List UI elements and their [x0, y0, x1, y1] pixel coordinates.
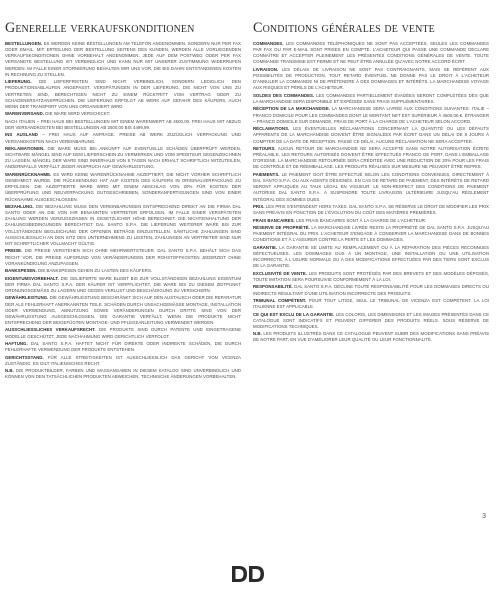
french-terms-paragraph — [253, 106, 489, 124]
french-terms-paragraph — [253, 146, 489, 171]
german-terms-paragraph — [5, 355, 241, 367]
german-terms-paragraph-text: DAL SANTO S.P.A. HAFTET NICHT FÜR DIREKTE ODER INDIREKTE SCHÄDEN, DIE DURCH FEHLERHAFTE VERWENDUNG DER PRODUKTE ENTSTEHEN. — [5, 341, 241, 353]
french-terms-paragraph-heading: RÉCEPTION DE LA MARCHANDISE. — [253, 106, 330, 112]
french-terms-paragraph — [253, 218, 489, 224]
french-terms-paragraph — [253, 126, 489, 144]
french-terms-paragraph-heading: GARANTIE. — [253, 244, 278, 250]
french-terms-paragraph-text: LA MARCHANDISE LIVRÉE RESTE LA PROPRIÉTÉ DE DAL SANTO S.P.A. JUSQU'AU PAIEMENT INTÉGRAL DU PRIX. L'ACHETEUR S'ENGAGE À CONSERVER LA MARCHANDISE DANS DE BONNES CONDITIONS ET À L'ASSURER CONTRE LA PERTE ET LES DOMMAGES. — [253, 225, 489, 243]
french-terms-paragraph — [253, 271, 489, 283]
german-terms-title: Generelle verkaufskonditionen — [5, 20, 195, 36]
german-terms-paragraph-heading: WARENRÜCKNAHME. — [5, 171, 52, 177]
french-terms-paragraph-text: LES COLORIS, LES DIMENSIONS ET LES IMAGES PRÉSENTÉS DANS CE CATALOGUE SONT INDICATIFS ET PEUVENT DIFFÉRER DES PRODUITS RÉELS. SOUS RÉSERVE DE MODIFICATIONS TECHNIQUES. — [253, 311, 489, 329]
german-terms-paragraph-text: DIE PREISE VERSTEHEN SICH OHNE MEHRWERTSTEUER. DAL SANTO S.P.A. BEHÄLT SICH DAS RECHT VOR, DIE PREISE AUFGRUND VON VERÄNDERUNGEN DER ROHSTOFFKOSTEN JEDERZEIT OHNE VORANKÜNDIGUNG ANZUPASSEN. — [5, 248, 241, 266]
german-terms-paragraph-heading: WARENVERSAND. — [5, 111, 45, 117]
german-terms-paragraph — [5, 79, 241, 110]
german-terms-paragraph-heading: REKLAMATIONEN. — [5, 145, 45, 151]
french-terms-paragraph-heading: PRIX. — [253, 203, 265, 209]
french-terms-paragraph — [253, 225, 489, 243]
french-terms-paragraph-text: LES PRODUITS SONT PROTÉGÉS PAR DES BREVETS ET DES MODÈLES DÉPOSÉS, TOUTE IMITATION SERA POURSUIVIE CONFORMÉMENT À LA LOI. — [253, 270, 489, 282]
german-terms-paragraph — [5, 132, 241, 144]
german-terms-paragraph-text: NACH ITALIEN – FREI HAUS BEI BESTELLUNGEN MIT EINEM WARENWERT AB 4500,00. FREI HAUS MIT ABZUG DER VERSANDKOSTEN BEI BESTELLUNGEN AB 2500,00 BIS 4499,99. — [5, 118, 241, 130]
german-terms-paragraph — [5, 146, 241, 171]
french-terms-paragraph-heading: SOLDES DES COMMANDES. — [253, 92, 315, 98]
german-terms-paragraph-text: DIE GEWÄHRLEISTUNG BESCHRÄNKT SICH AUF DEN AUSTAUSCH ODER DIE REPARATUR DER ALS FEHLERHAFT ANERKANNTEN TEILE. SCHÄDEN DURCH UNSACHGEMÄSSE MONTAGE, INSTALLATION ODER VERWENDUNG, ABNUTZUNG SOWIE VERÄNDERUNGEN DURCH DRITTE SIND VON DER GEWÄHRLEISTUNG AUSGESCHLOSSEN. DIE GARANTIE VERFÄLLT, WENN DIE PRODUKTE NICHT ENTSPRECHEND DER BEIGEFÜGTEN MONTAGE- UND PFLEGEANLEITUNG VERWENDET WERDEN. — [5, 295, 241, 325]
french-terms-body — [253, 41, 489, 344]
german-terms-paragraph — [5, 111, 241, 117]
french-terms-paragraph-text: AUCUN RETOUR DE MARCHANDISE NE SERA ACCEPTÉ SANS NOTRE AUTORISATION ÉCRITE PRÉALABLE. LES RETOURS AUTORISÉS DOIVENT ÊTRE EFFECTUÉS FRANCO DE PORT, DANS L'EMBALLAGE D'ORIGINE. LA MARCHANDISE RETOURNÉE SERA CRÉDITÉE AVEC UNE RÉDUCTION DE 20% POUR LES FRAIS DE CONTRÔLE ET DE RÉEMBALLAGE. LES PRODUITS RÉALISÉS SUR MESURE NE PEUVENT ÊTRE REPRIS. — [253, 145, 489, 170]
french-terms-paragraph-text: LES DÉLAIS DE LIVRAISON NE SONT PAS CONTRAIGNANTS, MAIS SE RÉFÈRENT AUX POSSIBILITÉS DE PRODUCTION. TOUT RETARD ÉVENTUEL NE DONNE PAS LE DROIT À L'ACHETEUR D'ANNULER LA COMMANDE NI DE PRÉTENDRE À DES DOMMAGES ET INTÉRÊTS. LA MARCHANDISE VOYAGE AUX RISQUES ET PÉRILS DE L'ACHETEUR. — [253, 66, 489, 91]
german-terms-paragraph-text: DIE GELIEFERTE WARE BLEIBT BIS ZUR VOLLSTÄNDIGEN BEZAHLUNG EIGENTUM DER FIRMA DAL SANTO S.P.A. DER KÄUFER IST VERPFLICHTET, DIE WARE BIS ZU DIESEM ZEITPUNKT ORDNUNGSGEMÄSS ZU LAGERN UND GEGEN VERLUST UND BESCHÄDIGUNG ZU VERSICHERN. — [5, 275, 241, 293]
french-terms-paragraph — [253, 93, 489, 105]
french-terms-paragraph — [253, 312, 489, 330]
french-terms-paragraph — [253, 298, 489, 310]
german-terms-paragraph — [5, 268, 241, 274]
german-terms-paragraph-text: DIE BANKSPESEN GEHEN ZU LASTEN DES KÄUFERS. — [37, 268, 152, 274]
german-terms-paragraph-text: DIE PRODUKTE SIND DURCH PATENTE UND EINGETRAGENE MODELLE GESCHÜTZT, JEDE NACHAHMUNG WIRD GERICHTLICH VERFOLGT. — [5, 327, 241, 339]
french-terms-paragraph-heading: RESPONSABILITÉ. — [253, 284, 293, 290]
french-terms-paragraph — [253, 67, 489, 92]
french-terms-paragraph-text: LES ÉVENTUELLES RÉCLAMATIONS CONCERNANT LA QUANTITÉ OU LES DÉFAUTS APPARENTS DE LA MARCHANDISE DOIVENT ÊTRE SIGNALÉES PAR ÉCRIT DANS UN DÉLAI DE 8 JOURS À COMPTER DE LA DATE DE RÉCEPTION. PASSÉ CE DÉLAI, AUCUNE RÉCLAMATION NE SERA ACCEPTÉE. — [253, 126, 489, 144]
german-terms-paragraph-heading: PREISE. — [5, 248, 23, 254]
french-terms-paragraph-heading: RETOURS. — [253, 145, 276, 151]
french-terms-paragraph-heading: RÉSERVE DE PROPRIÉTÉ. — [253, 225, 310, 231]
french-terms-paragraph-text: LE PAIEMENT DOIT ÊTRE EFFECTUÉ SELON LES CONDITIONS CONVENUES, DIRECTEMENT À DAL SANTO S.P.A. OU AUX AGENTS DÉSIGNÉS. EN CAS DE RETARD DE PAIEMENT, DES INTÉRÊTS DE RETARD SERONT APPLIQUÉS AU TAUX LÉGAL EN VIGUEUR. LE NON-RESPECT DES CONDITIONS DE PAIEMENT AUTORISE DAL SANTO S.P.A. À SUSPENDRE TOUTE LIVRAISON ULTÉRIEURE JUSQU'AU RÈGLEMENT INTÉGRAL DES SOMMES DUES. — [253, 171, 489, 202]
french-terms-paragraph-heading: N.B. — [253, 331, 262, 337]
french-terms-paragraph-text: LES PRIX S'ENTENDENT HORS TAXES. DAL SANTO S.P.A. SE RÉSERVE LE DROIT DE MODIFIER LES PRIX SANS PRÉAVIS EN FONCTION DE L'ÉVOLUTION DU COÛT DES MATIÈRES PREMIÈRES. — [253, 203, 489, 216]
german-terms-paragraph — [5, 41, 241, 78]
german-terms-paragraph-heading: GEWÄHRLEISTUNG. — [5, 295, 49, 301]
french-terms-paragraph-text: POUR TOUT LITIGE, SEUL LE TRIBUNAL DE VICENZA EST COMPÉTENT. LA LOI ITALIENNE EST APPLICABLE. — [253, 297, 489, 310]
german-terms-paragraph-heading: BESTELLUNGEN. — [5, 41, 43, 46]
page-number: 3 — [482, 513, 486, 520]
french-terms-paragraph-text: LES COMMANDES PARTIELLEMENT ÉVADÉES SERONT COMPLÉTÉES DÈS QUE LA MARCHANDISE SERA DISPONIBLE ET EXPÉDIÉE SANS FRAIS SUPPLÉMENTAIRES. — [253, 92, 489, 104]
german-terms-paragraph — [5, 276, 241, 294]
german-terms-paragraph — [5, 341, 241, 353]
french-terms-column — [253, 20, 489, 345]
french-terms-paragraph-text: LA GARANTIE SE LIMITE AU REMPLACEMENT OU À LA RÉPARATION DES PIÈCES RECONNUES DÉFECTUEUSES. LES DOMMAGES DUS À UN MONTAGE, UNE INSTALLATION OU UNE UTILISATION INCORRECTE, À L'USURE NORMALE OU À DES MODIFICATIONS EFFECTUÉES PAR DES TIERS SONT EXCLUS DE LA GARANTIE. — [253, 244, 489, 269]
french-terms-paragraph — [253, 204, 489, 216]
german-terms-paragraph-text: DIE WARE WIRD VERSCHICKT: — [45, 111, 111, 117]
french-terms-paragraph-text: LES COMMANDES TÉLÉPHONIQUES NE SONT PAS ACCEPTÉES, SEULES LES COMMANDES PAR FAX OU PAR E-MAIL SONT PRISES EN COMPTE. L'ACHETEUR QUI PASSE UNE COMMANDE DÉCLARE CONNAÎTRE ET ACCEPTER PLEINEMENT LES PRÉSENTES CONDITIONS GÉNÉRALES DE VENTE. TOUTE COMMANDE TRANSMISE EST FERME ET NE PEUT ÊTRE ANNULÉE QU'AVEC NOTRE ACCORD ÉCRIT. — [253, 41, 489, 65]
german-terms-body — [5, 41, 241, 381]
french-terms-paragraph-heading: PAIEMENTS. — [253, 171, 280, 177]
german-terms-column — [5, 20, 241, 382]
german-terms-paragraph-text: DIE WARE MUSS BEI ANKUNFT AUF EVENTUELLE SCHÄDEN ÜBERPRÜFT WERDEN. SICHTBARE MÄNGEL SIND AUF DEM LIEFERSCHEIN ZU VERMERKEN UND VOM SPEDITEUR GEGENZEICHNEN ZU LASSEN. MÄNGEL DER WARE SIND INNERHALB VON 8 TAGEN NACH ERHALT SCHRIFTLICH MITZUTEILEN, ANDERNFALLS VERFÄLLT JEDER ANSPRUCH AUF GEWÄHRLEISTUNG. — [5, 145, 241, 170]
german-terms-paragraph — [5, 327, 241, 339]
german-terms-paragraph-heading: AUSSCHLIESSLICHES VERKAUFSRECHT. — [5, 327, 96, 333]
german-terms-paragraph — [5, 295, 241, 326]
french-terms-paragraph — [253, 284, 489, 296]
german-terms-paragraph — [5, 368, 241, 380]
french-terms-paragraph — [253, 172, 489, 203]
german-terms-paragraph-text: ES WERDEN KEINE BESTELLUNGEN AM TELEFON ANGENOMMEN, SONDERN NUR PER FAX ODER EMAIL. MIT ERTEILUNG DER BESTELLUNG SEITENS DES KUNDEN, WERDEN ALLE VORLIEGENDEN VERKAUFSKONDITIONEN OHNE VORBEHALT ANGENOMMEN. JEDE AUF DEM POSTWEG ODER PER FAX VERSANDTE BESTELLUNG IST VERBINDLICH UND KANN NUR MIT UNSERER ZUSTIMMUNG WIDERRUFEN WERDEN. IM FALLE EINER STORNIERUNG BEHALTEN WIR UNS VOR, DIE BIS DAHIN ENTSTANDENEN KOSTEN IN RECHNUNG ZU STELLEN. — [5, 41, 241, 77]
german-terms-paragraph — [5, 248, 241, 266]
german-terms-paragraph-heading: EIGENTUMSVORBEHALT. — [5, 275, 59, 281]
french-terms-paragraph-text: LES PRODUITS ILLUSTRÉS DANS CE CATALOGUE PEUVENT SUBIR DES MODIFICATIONS SANS PRÉAVIS DE NOTRE PART, EN VUE D'AMÉLIORER LEUR QUALITÉ OU LEUR FONCTIONNALITÉ. — [253, 331, 489, 343]
french-terms-paragraph-heading: COMMANDES. — [253, 41, 284, 46]
french-terms-paragraph-heading: TRIBUNAL COMPÉTENT. — [253, 297, 307, 303]
german-terms-paragraph-heading: BEZAHLUNG. — [5, 203, 34, 209]
french-terms-paragraph-heading: EXCLUSIVITÉ DE VENTE. — [253, 270, 308, 276]
german-terms-paragraph-heading: N.B. — [5, 368, 14, 374]
german-terms-paragraph-heading: LIEFERUNG. — [5, 79, 32, 85]
french-terms-paragraph-heading: CE QUI EST EXCLU DE LA GARANTIE. — [253, 311, 335, 317]
german-terms-paragraph — [5, 204, 241, 247]
german-terms-paragraph-text: FÜR ALLE STREITIGKEITEN IST AUSSCHLIESSLICH DAS GERICHT VON VICENZA ZUSTÄNDIG. ES GILT ITALIENISCHES RECHT. — [5, 354, 241, 366]
french-terms-paragraph-text: DAL SANTO S.P.A. DÉCLINE TOUTE RESPONSABILITÉ POUR LES DOMMAGES DIRECTS OU INDIRECTS RÉSULTANT D'UNE UTILISATION INCORRECTE DES PRODUITS. — [253, 284, 489, 296]
german-terms-paragraph-text: DIE BEZAHLUNG MUSS DEN VEREINBARUNGEN ENTSPRECHEND DIREKT AN DIE FIRMA DAL SANTO ODER AN DIE VON IHR BENANNTEN VERTRETER ERFOLGEN. IM FALLE EINER VERSPÄTETEN ZAHLUNG WERDEN VERZUGSZINSEN IN GESETZLICHER HÖHE BERECHNET. DIE NICHTEINHALTUNG DER ZAHLUNGSBEDINGUNGEN BERECHTIGT DAL SANTO S.P.A. DIE LIEFERUNG WEITERER WARE BIS ZUR VOLLSTÄNDIGEN BEGLEICHUNG DER OFFENEN BETRÄGE EINZUSTELLEN. SÄMTLICHE ZAHLUNGEN SIND AUSSCHLIESSLICH AN DEN SITZ DES UNTERNEHMENS ZU LEISTEN, ZAHLUNGEN AN VERTRETER SIND NUR MIT SCHRIFTLICHER VOLLMACHT GÜLTIG. — [5, 203, 241, 246]
french-terms-paragraph-heading: RÉCLAMATIONS. — [253, 126, 290, 132]
french-terms-paragraph-heading: LIVRAISON. — [253, 66, 279, 72]
french-terms-paragraph-text: LES FRAIS BANCAIRES SONT À LA CHARGE DE L'ACHETEUR. — [296, 217, 427, 223]
german-terms-paragraph-text: – FREI HAUS AUF ANFRAGE. PREISE AB WERK ZUZÜGLICH VERPACKUNG UND VERSANDKOSTEN NACH VEREINBARUNG. — [5, 132, 241, 144]
french-terms-title: Conditions générales de vente — [253, 20, 435, 36]
german-terms-paragraph — [5, 119, 241, 131]
french-terms-paragraph-text: LA MARCHANDISE SERA LIVRÉE AUX CONDITIONS SUIVANTES: ITALIE – FRANCO DOMICILE POUR LES COMMANDES DONT LE MONTANT NET EST SUPÉRIEUR À 4500,00 €. ÉTRANGER – FRANCO DOMICILE SUR DEMANDE, FRAIS DE PORT À LA CHARGE DE L'ACHETEUR SELON ACCORD. — [253, 106, 489, 124]
german-terms-paragraph-text: DIE LIEFERFRISTEN SIND NICHT VERBINDLICH, SONDERN LEDIGLICH DEN PRODUKTIONSABLAUFEN ANGEPASST. VERSPÄTUNGEN IN DER LIEFERUNG, DIE NICHT VON UNS ZU VERTRETEN SIND, BERECHTIGEN NICHT ZU EINEM RÜCKTRITT VOM VERTRAG ODER ZU SCHADENERSATZANSPRÜCHEN. DIE LIEFERUNG ERFOLGT AB WERK AUF GEFAHR DES KÄUFERS, AUCH WENN DER TRANSPORT VON UNS ORGANISIERT WIRD. — [5, 79, 241, 109]
german-terms-paragraph-text: DIE PRODUKTBILDER, FARBEN UND MASSANGABEN IN DIESEM KATALOG SIND UNVERBINDLICH UND KÖNNEN VON DEN TATSÄCHLICHEN PRODUKTEN ABWEICHEN. TECHNISCHE ÄNDERUNGEN VORBEHALTEN. — [5, 368, 241, 380]
german-terms-paragraph-text: ES WIRD KEINE WARENRÜCKNAHME AKZEPTIERT, DIE NICHT VORHER SCHRIFTLICH GENEHMIGT WURDE. DIE RÜCKSENDUNG HAT AUF KOSTEN DES KÄUFERS IN ORIGINALVERPACKUNG ZU ERFOLGEN. DIE AKZEPTIERTE WARE WIRD MIT EINEM ABSCHLAG VON 20% FÜR KOSTEN DER ÜBERPRÜFUNG UND NEUVERPACKUNG GUTGESCHRIEBEN, SONDERANFERTIGUNGEN SIND VON EINER RÜCKNAHME AUSGESCHLOSSEN. — [5, 171, 241, 202]
french-terms-paragraph — [253, 41, 489, 66]
german-terms-paragraph-heading: BANKSPESEN. — [5, 268, 37, 274]
german-terms-paragraph-heading: INS AUSLAND — [5, 132, 38, 138]
german-terms-paragraph-heading: HAFTUNG. — [5, 341, 28, 347]
german-terms-paragraph — [5, 172, 241, 203]
dal-santo-logo-icon — [229, 563, 267, 585]
french-terms-paragraph — [253, 245, 489, 270]
french-terms-paragraph — [253, 331, 489, 343]
french-terms-paragraph-heading: FRAIS BANCAIRES. — [253, 217, 295, 223]
german-terms-paragraph-heading: GERICHTSSTAND. — [5, 354, 44, 360]
